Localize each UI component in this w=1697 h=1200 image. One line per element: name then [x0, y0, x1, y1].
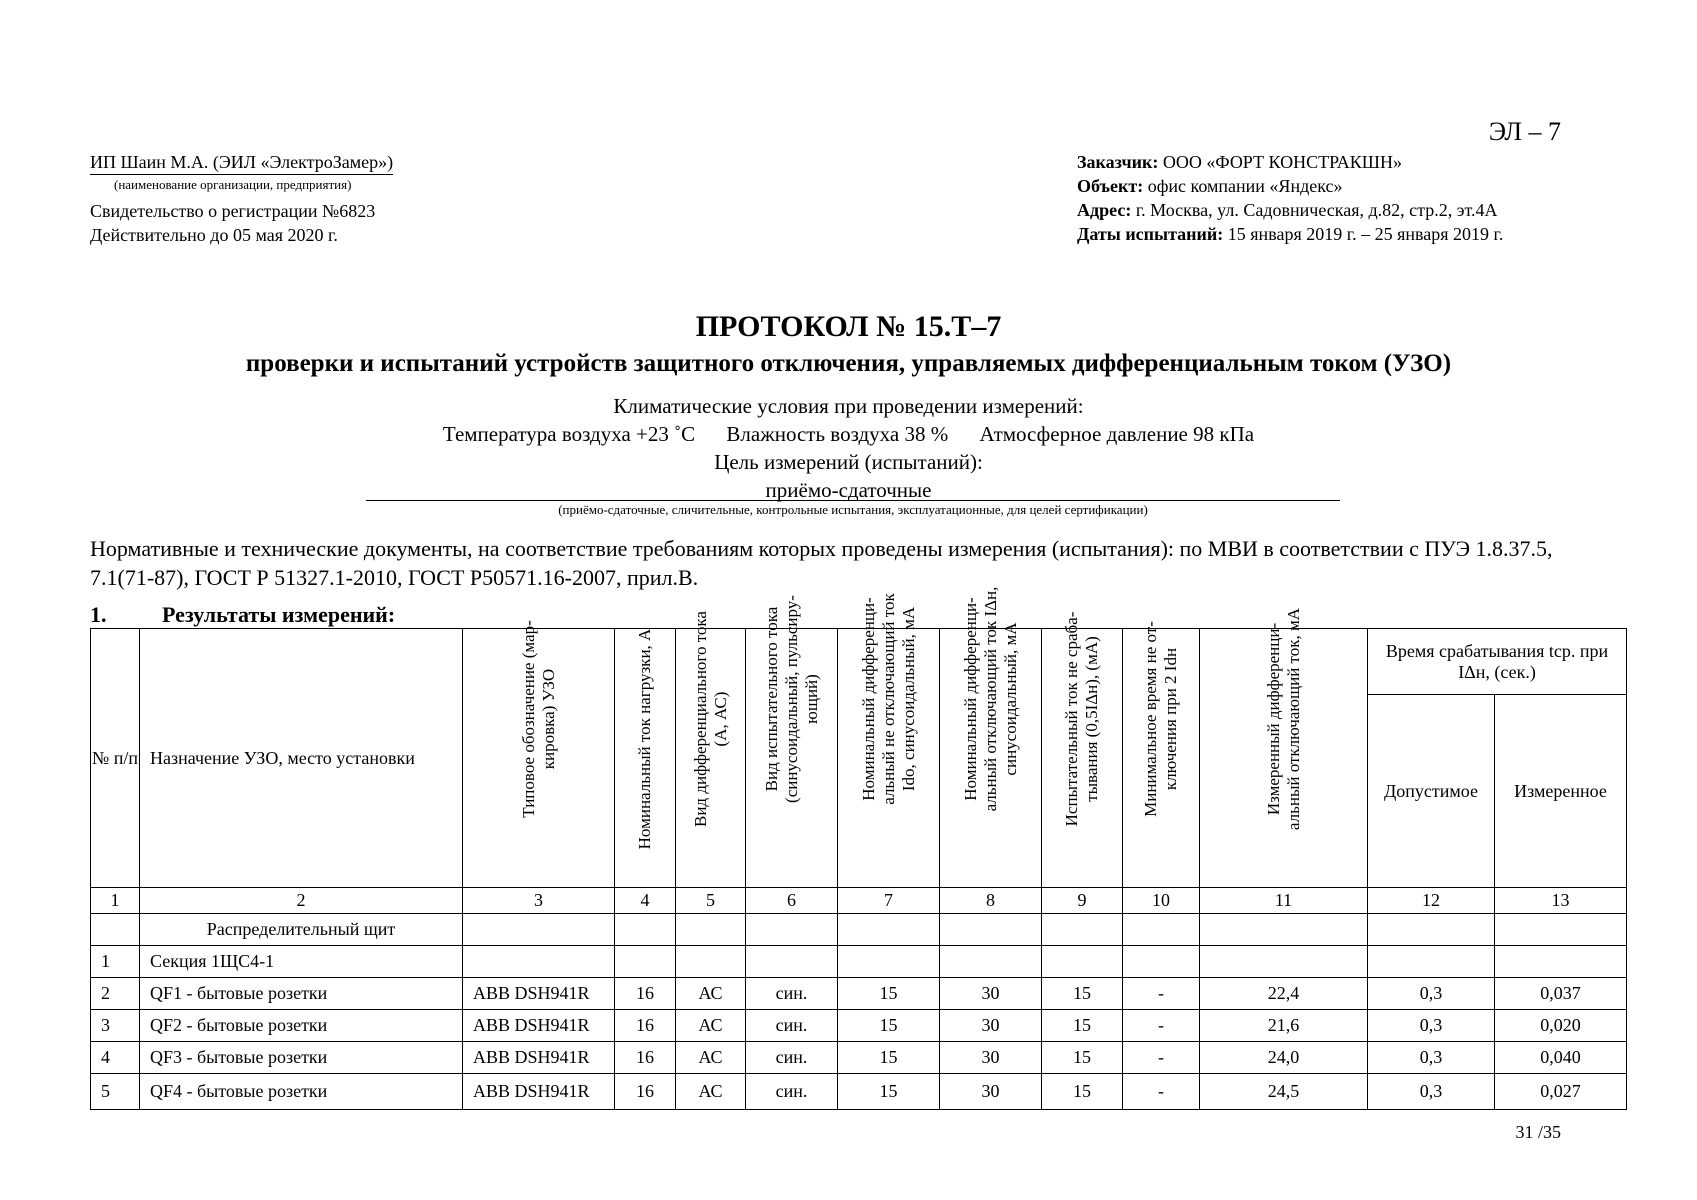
header-purpose: Назначение УЗО, место установки: [140, 629, 463, 888]
registration-certificate: Свидетельство о регистрации №6823: [90, 201, 376, 221]
object-line: Объект: офис компании «Яндекс»: [1077, 176, 1343, 196]
humidity: Влажность воздуха 38 %: [726, 422, 949, 446]
pressure: Атмосферное давление 98 кПа: [979, 422, 1255, 446]
header-min-time: Минимальное время не от-ключения при 2 Idн: [1141, 621, 1180, 817]
organization-name: ИП Шаин М.А. (ЭИЛ «ЭлектроЗамер»): [90, 152, 393, 175]
header-measured-current: Измеренный дифференци-альный отключающий ток, мА: [1263, 607, 1303, 831]
board-title: Распределительный щит: [140, 914, 463, 946]
header-type: Типовое обозначение (мар-кировка) УЗО: [518, 620, 558, 818]
climate-heading: Климатические условия при проведении измерений:: [613, 394, 1084, 418]
organization-block: [90, 152, 393, 247]
header-trip-current: Номинальный дифференци-альный отключающий ток IΔн, синусоидальный, мА: [960, 586, 1020, 812]
climate-values: [0, 420, 1697, 448]
column-numbers-row: 1 2 3 4 5 6 7 8 9 10 11 12 13: [91, 888, 1627, 914]
document-code: ЭЛ – 7: [1488, 117, 1561, 146]
header-diff-kind: Вид дифференциального тока (А, АС): [690, 611, 730, 827]
header-test-kind: Вид испытательного тока (синусоидальный, пульсиру-ющий): [761, 595, 821, 803]
test-dates-line: Даты испытаний: 15 января 2019 г. – 25 января 2019 г.: [1077, 224, 1504, 244]
header-measured: Измеренное: [1495, 695, 1627, 888]
table-row: 5 QF4 - бытовые розетки ABB DSH941R 16 АС син. 15 30 15 - 24,5 0,3 0,027: [91, 1074, 1627, 1110]
section-name: Секция 1ЩС4-1: [140, 946, 463, 978]
client-block: [1077, 150, 1503, 246]
purpose-caption: (приёмо-сдаточные, сличительные, контрольные испытания, эксплуатационные, для целей сертификации): [558, 502, 1148, 517]
purpose-underline: [366, 500, 1340, 501]
header-allowed: Допустимое: [1368, 695, 1495, 888]
table-row: 2 QF1 - бытовые розетки ABB DSH941R 16 АС син. 15 30 15 - 22,4 0,3 0,037: [91, 978, 1627, 1010]
address-line: Адрес: г. Москва, ул. Садовническая, д.82, стр.2, эт.4А: [1077, 200, 1498, 220]
purpose-value: приёмо-сдаточные: [765, 478, 932, 502]
temperature: Температура воздуха +23 ˚С: [442, 422, 696, 446]
certificate-validity: Действительно до 05 мая 2020 г.: [90, 225, 338, 245]
header-nontrip-current: Номинальный дифференци-альный не отключающий ток Ido, синусоидальный, мА: [858, 593, 918, 805]
section-row: 1 Секция 1ЩС4-1: [91, 946, 1627, 978]
protocol-title: ПРОТОКОЛ № 15.Т–7: [695, 310, 1002, 343]
section-heading: 1. Результаты измерений:: [90, 602, 396, 627]
header-test-current: Испытательный ток не сраба-тывания (0,5IΔн), (мА): [1062, 611, 1101, 827]
table-row: 3 QF2 - бытовые розетки ABB DSH941R 16 АС син. 15 30 15 - 21,6 0,3 0,020: [91, 1010, 1627, 1042]
header-num: № п/п: [91, 629, 140, 888]
header-load-current: Номинальный ток нагрузки, А: [635, 628, 654, 850]
table-row: 4 QF3 - бытовые розетки ABB DSH941R 16 АС син. 15 30 15 - 24,0 0,3 0,040: [91, 1042, 1627, 1074]
header-time-group: Время срабатывания tср. при IΔн, (сек.): [1368, 629, 1627, 695]
purpose-heading: Цель измерений (испытаний):: [714, 450, 983, 474]
customer-line: Заказчик: ООО «ФОРТ КОНСТРАКШН»: [1077, 152, 1402, 172]
board-title-row: [91, 914, 1627, 946]
organization-caption: (наименование организации, предприятия): [114, 177, 352, 192]
page-number: 31 /35: [1515, 1122, 1561, 1142]
protocol-subtitle: проверки и испытаний устройств защитного отключения, управляемых дифференциальным током (УЗО): [245, 350, 1452, 377]
climate-conditions: [0, 392, 1697, 504]
normative-documents: Нормативные и технические документы, на соответствие требованиям которых проведены измерения (испытания): по МВИ в соответствии с ПУЭ 1.8.37.5, 7.1(71-87), ГОСТ Р 51327.1-2010, ГОСТ Р50571.16-2007, прил.В.: [90, 536, 1553, 590]
